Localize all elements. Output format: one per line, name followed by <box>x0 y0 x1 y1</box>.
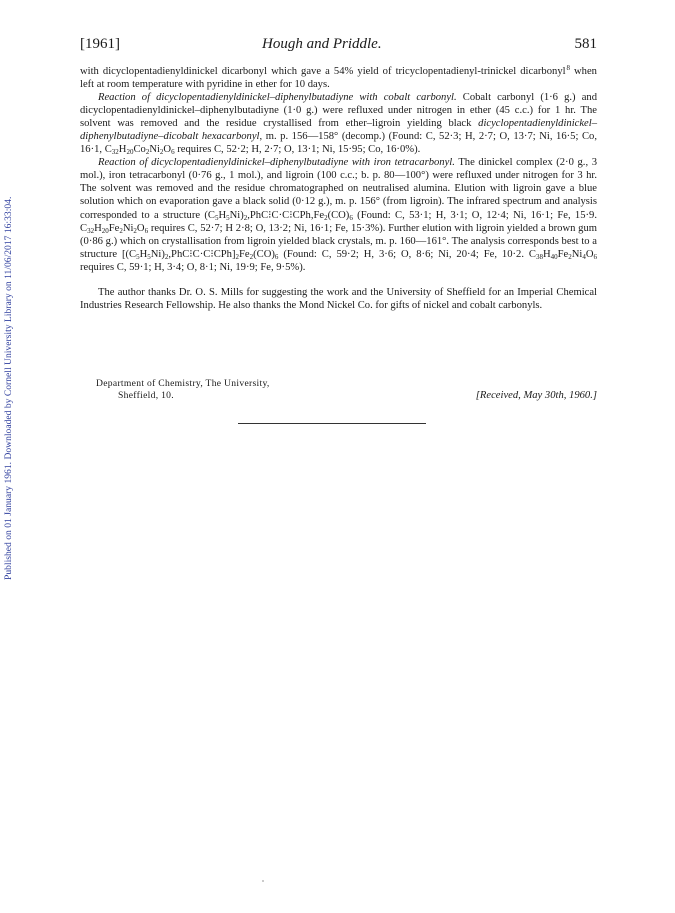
paragraph-cobalt-reaction <box>80 91 597 156</box>
para3-text-f: (Found: C, 59·2; H, 3·6; O, 8·6; Ni, 20·4; Fe, 10·2. C <box>278 248 536 260</box>
para3-text-c: (Found: C, 53·1; H, 3·1; O, 12·4; Ni, 16·1; Fe, 15·9. C <box>80 209 597 234</box>
download-watermark: Published on 01 January 1961. Downloaded by Cornell University Library on 11/06/2017 16:33:04. <box>3 196 14 580</box>
para2-found: , m. p. 156—158° (decomp.) (Found: C, 52·3; H, 2·7; O, 13·7; Ni, 16·5; Co, 16·1, <box>80 131 597 156</box>
section-heading-iron: Reaction of dicyclopentadienyldinickel–diphenylbutadiyne with iron tetracarbonyl. <box>98 157 455 169</box>
author-address <box>96 378 396 402</box>
compound-name: dicyclopentadienyldinickel–diphenylbutadiyne–dicobalt hexacarbonyl <box>80 118 597 143</box>
address-line-2: Sheffield, 10. <box>118 390 174 401</box>
para3-text-a: The dinickel complex (2·0 g., 3 mol.), iron tetracarbonyl (0·76 g., 1 mol.), and ligroin (100 c.c.; b. p. 80—100°) were refluxed under nitrogen for 3 hr. The solvent was removed and the residue chromatographed on neutralised alumina. Elution with ligroin gave a blue solution which on evaporation gave a black solid (0·12 g.), m. p. 156° (from ligroin). The infrared spectrum and analysis corresponded to a structure (C <box>80 157 597 221</box>
page-number: 581 <box>574 36 597 52</box>
para2-text: Cobalt carbonyl (1·6 g.) and dicyclopentadienyldinickel–diphenylbutadiyne (1·0 g.) were refluxed under nitrogen in ether (45 c.c.) for 1 hr. The solvent was removed and the residue crystallised from ether–ligroin yielding black <box>80 92 597 130</box>
para3-text-g: requires C, 59·1; H, 3·4; O, 8·1; Ni, 19·9; Fe, 9·5%). <box>80 261 306 273</box>
para1-text: with dicyclopentadienyldinickel dicarbonyl which gave a 54% yield of tricyclopentadienyl-trinickel dicarbonyl <box>80 66 566 77</box>
received-date: [Received, May 30th, 1960.] <box>475 390 597 401</box>
para1-text-end: when left at room temperature with pyridine in ether for 10 days. <box>80 66 597 91</box>
reference-mark: 8 <box>566 64 570 72</box>
end-rule <box>238 423 426 424</box>
running-authors: Hough and Priddle. <box>262 36 382 52</box>
formula: $C_{32}H_{20}Co_2Ni_2O_6$ <box>104 144 175 157</box>
para3-text-b: ,PhC⁝C·C⁝CPh,Fe <box>247 209 325 221</box>
page-header <box>80 36 597 58</box>
paragraph-iron-reaction: Reaction of dicyclopentadienyldinickel–diphenylbutadiyne with iron tetracarbonyl. The dinickel complex (2·0 g., 3 mol.), iron tetracarbonyl (0·76 g., 1 mol.), and ligroin (100 c.c.; b. p. 80—100°) were refluxed under nitrogen for 3 hr. The solvent was removed and the residue chromatographed on neutralised alumina. Elution with ligroin gave a blue solution which on evaporation gave a black solid (0·12 g.), m. p. 156° (from ligroin). The infrared spectrum and analysis corresponded to a structure $(C_5H_5Ni)_2,PhC⁝C\cdot C⁝CPh,Fe_2(CO)_6$ (Found: C, 53·1; H, 3·1; O, 12·4; Ni, 16·1; Fe, 15·9. $C_{32}H_{20}Fe_2Ni_2O_6$ requires C, 52·7; H 2·8; O, 13·2; Ni, 16·1; Fe, 15·3%). Further elution with ligroin yielded a brown gum (0·86 g.) which on crystallisation from ligroin yielded black crystals, m. p. 160—161°. The analysis corresponds best to a structure $[(C_5H_5Ni)_2,PhC⁝C\cdot C⁝CPh]_2Fe_2(CO)_6$ (Found: C, 59·2; H, 3·6; O, 8·6; Ni, 20·4; Fe, 10·2. $C_{38}H_{40}Fe_2Ni_4O_6$ requires C, 59·1; H, 3·4; O, 8·1; Ni, 19·9; Fe, 9·5%). <box>80 157 597 273</box>
acknowledgements: The author thanks Dr. O. S. Mills for suggesting the work and the University of Sheffield for an Imperial Chemical Industries Research Fellowship. He also thanks the Mond Nickel Co. for gifts of nickel and cobalt carbonyls. <box>80 286 597 311</box>
para3-text-e: ,PhC⁝C·C⁝CPh] <box>168 248 236 260</box>
paragraph-continuation <box>80 65 597 91</box>
section-heading-cobalt: Reaction of dicyclopentadienyldinickel–diphenylbutadiyne with cobalt carbonyl. <box>98 92 457 104</box>
para3-text-d: requires C, 52·7; H 2·8; O, 13·2; Ni, 16·1; Fe, 15·3%). Further elution with ligroin yielded a brown gum (0·86 g.) which on crystallisation from ligroin yielded black crystals, m. p. 160—161°. The analysis corresponds best to a structure [(C <box>80 222 597 260</box>
article-body <box>80 65 597 312</box>
speck <box>262 880 264 882</box>
address-line-1: Department of Chemistry, The University, <box>96 378 270 389</box>
para2-requires: requires C, 52·2; H, 2·7; O, 13·1; Ni, 15·95; Co, 16·0%). <box>174 144 421 156</box>
journal-year: [1961] <box>80 36 120 52</box>
